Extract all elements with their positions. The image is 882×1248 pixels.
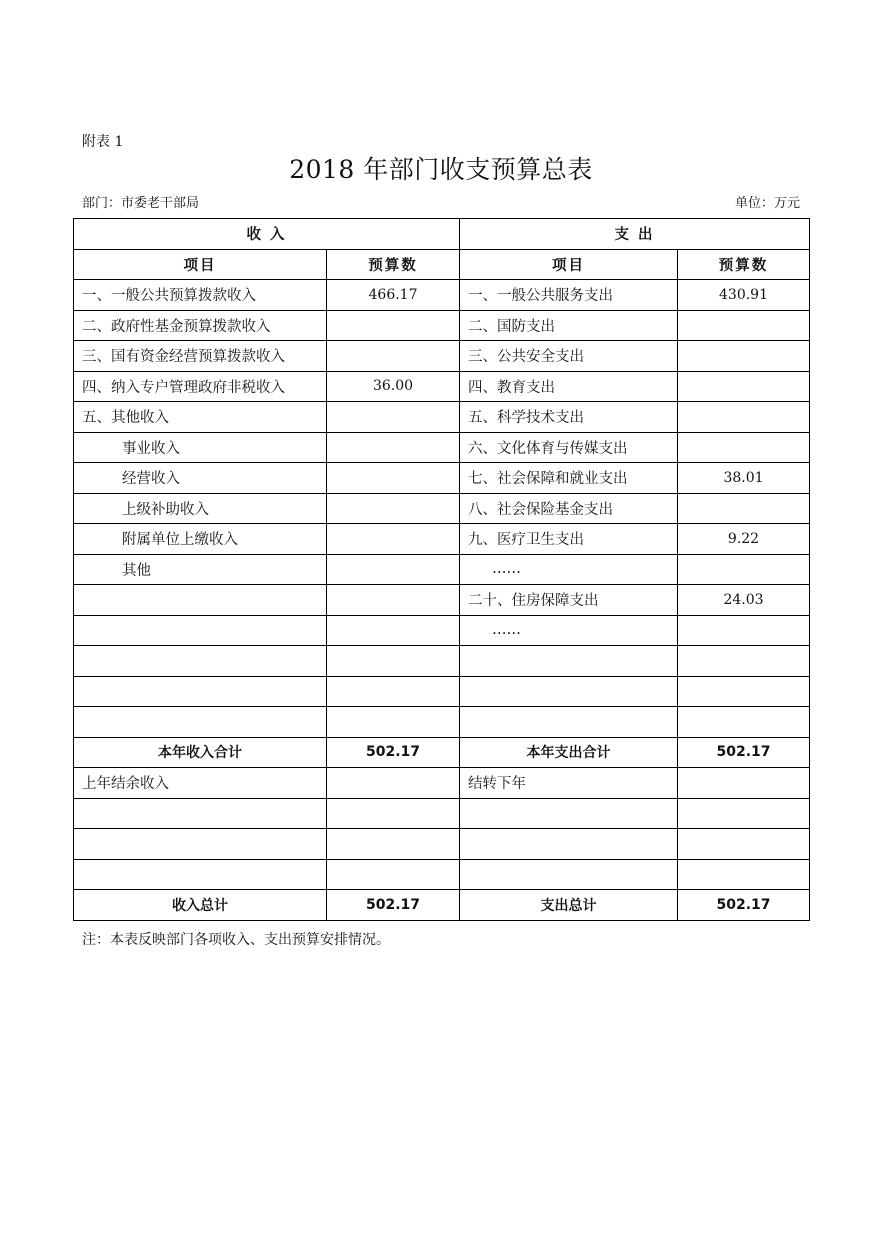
expense-amount-cell (678, 707, 810, 738)
table-row (74, 341, 810, 372)
income-amount-cell (327, 432, 460, 463)
income-amount-cell (327, 829, 460, 860)
expense-amount-cell (678, 341, 810, 372)
expense-amount-cell (678, 371, 810, 402)
page-title: 2018 年部门收支预算总表 (289, 155, 593, 184)
income-item-cell (74, 646, 327, 677)
income-item-cell: 事业收入 (74, 432, 327, 463)
expense-amount-cell (678, 493, 810, 524)
table-row (74, 493, 810, 524)
income-amount-cell (327, 341, 460, 372)
expense-item-cell (460, 646, 678, 677)
table-row (74, 859, 810, 890)
table-row (74, 615, 810, 646)
table-row (74, 524, 810, 555)
income-amount-cell (327, 310, 460, 341)
income-amount-cell (327, 493, 460, 524)
expense-item-cell (460, 707, 678, 738)
income-item-cell: 一、一般公共预算拨款收入 (74, 280, 327, 311)
expense-amount-cell (678, 615, 810, 646)
income-item-cell (74, 676, 327, 707)
table-row (74, 768, 810, 799)
income-item-cell (74, 798, 327, 829)
income-amount-cell (327, 646, 460, 677)
income-item-cell: 上年结余收入 (74, 768, 327, 799)
unit-label: 单位：万元 (734, 196, 800, 211)
department-label: 部门：市委老干部局 (82, 196, 200, 211)
table-row (74, 432, 810, 463)
income-subtotal-row-label: 本年收入合计 (74, 737, 327, 768)
expense-amount-cell: 9.22 (678, 524, 810, 555)
table-row (74, 585, 810, 616)
income-item-cell: 三、国有资金经营预算拨款收入 (74, 341, 327, 372)
expense-amount-cell (678, 676, 810, 707)
income-amount-cell: 36.00 (327, 371, 460, 402)
subtotal-row (74, 737, 810, 768)
expense-item-cell: …… (460, 554, 678, 585)
income-section-header: 收 入 (74, 219, 460, 250)
expense-item-cell: 结转下年 (460, 768, 678, 799)
income-amount-cell (327, 554, 460, 585)
expense-amount-cell: 38.01 (678, 463, 810, 494)
expense-amount-cell (678, 310, 810, 341)
column-header-row (74, 249, 810, 280)
income-amount-cell (327, 463, 460, 494)
expense-item-cell: 五、科学技术支出 (460, 402, 678, 433)
expense-amount-cell (678, 829, 810, 860)
table-row (74, 463, 810, 494)
income-total-row-label: 收入总计 (74, 890, 327, 921)
expense-amount-cell (678, 402, 810, 433)
table-row (74, 646, 810, 677)
income-item-cell (74, 585, 327, 616)
expense-section-header: 支 出 (460, 219, 810, 250)
income-total-row-value: 502.17 (327, 890, 460, 921)
income-amount-cell (327, 585, 460, 616)
table-row (74, 676, 810, 707)
table-row (74, 554, 810, 585)
income-item-cell (74, 829, 327, 860)
expense-item-cell: 四、教育支出 (460, 371, 678, 402)
expense-item-cell (460, 829, 678, 860)
expense-item-cell (460, 859, 678, 890)
income-item-header: 项目 (74, 249, 327, 280)
income-item-cell: 经营收入 (74, 463, 327, 494)
expense-total-row-label: 支出总计 (460, 890, 678, 921)
table-row (74, 280, 810, 311)
income-item-cell: 附属单位上缴收入 (74, 524, 327, 555)
expense-item-header: 项目 (460, 249, 678, 280)
income-amount-header: 预算数 (327, 249, 460, 280)
income-subtotal-row-value: 502.17 (327, 737, 460, 768)
income-amount-cell (327, 859, 460, 890)
income-item-cell (74, 859, 327, 890)
attachment-label: 附表 1 (82, 134, 124, 150)
expense-item-cell: 三、公共安全支出 (460, 341, 678, 372)
income-item-cell: 其他 (74, 554, 327, 585)
income-item-cell: 五、其他收入 (74, 402, 327, 433)
expense-item-cell (460, 798, 678, 829)
expense-item-cell: 一、一般公共服务支出 (460, 280, 678, 311)
section-header-row (74, 219, 810, 250)
income-amount-cell (327, 768, 460, 799)
expense-amount-cell (678, 646, 810, 677)
expense-subtotal-row-value: 502.17 (678, 737, 810, 768)
expense-item-cell: 九、医疗卫生支出 (460, 524, 678, 555)
table-row (74, 371, 810, 402)
income-item-cell (74, 615, 327, 646)
income-amount-cell (327, 676, 460, 707)
expense-amount-cell (678, 798, 810, 829)
footnote: 注：本表反映部门各项收入、支出预算安排情况。 (82, 932, 390, 948)
expense-item-cell: 二十、住房保障支出 (460, 585, 678, 616)
expense-amount-cell (678, 554, 810, 585)
income-item-cell: 二、政府性基金预算拨款收入 (74, 310, 327, 341)
expense-item-cell: 七、社会保障和就业支出 (460, 463, 678, 494)
expense-total-row-value: 502.17 (678, 890, 810, 921)
expense-item-cell: 六、文化体育与传媒支出 (460, 432, 678, 463)
income-amount-cell (327, 524, 460, 555)
expense-amount-cell (678, 859, 810, 890)
income-amount-cell (327, 615, 460, 646)
income-item-cell (74, 707, 327, 738)
total-row (74, 890, 810, 921)
expense-item-cell: 八、社会保险基金支出 (460, 493, 678, 524)
budget-table (73, 218, 810, 921)
expense-amount-cell: 24.03 (678, 585, 810, 616)
expense-amount-header: 预算数 (678, 249, 810, 280)
expense-amount-cell (678, 768, 810, 799)
expense-item-cell: …… (460, 615, 678, 646)
expense-amount-cell: 430.91 (678, 280, 810, 311)
table-row (74, 707, 810, 738)
income-amount-cell (327, 798, 460, 829)
expense-subtotal-row-label: 本年支出合计 (460, 737, 678, 768)
income-amount-cell: 466.17 (327, 280, 460, 311)
income-item-cell: 上级补助收入 (74, 493, 327, 524)
expense-amount-cell (678, 432, 810, 463)
income-item-cell: 四、纳入专户管理政府非税收入 (74, 371, 327, 402)
expense-item-cell (460, 676, 678, 707)
income-amount-cell (327, 707, 460, 738)
table-row (74, 829, 810, 860)
expense-item-cell: 二、国防支出 (460, 310, 678, 341)
income-amount-cell (327, 402, 460, 433)
table-row (74, 402, 810, 433)
table-row (74, 798, 810, 829)
table-row (74, 310, 810, 341)
